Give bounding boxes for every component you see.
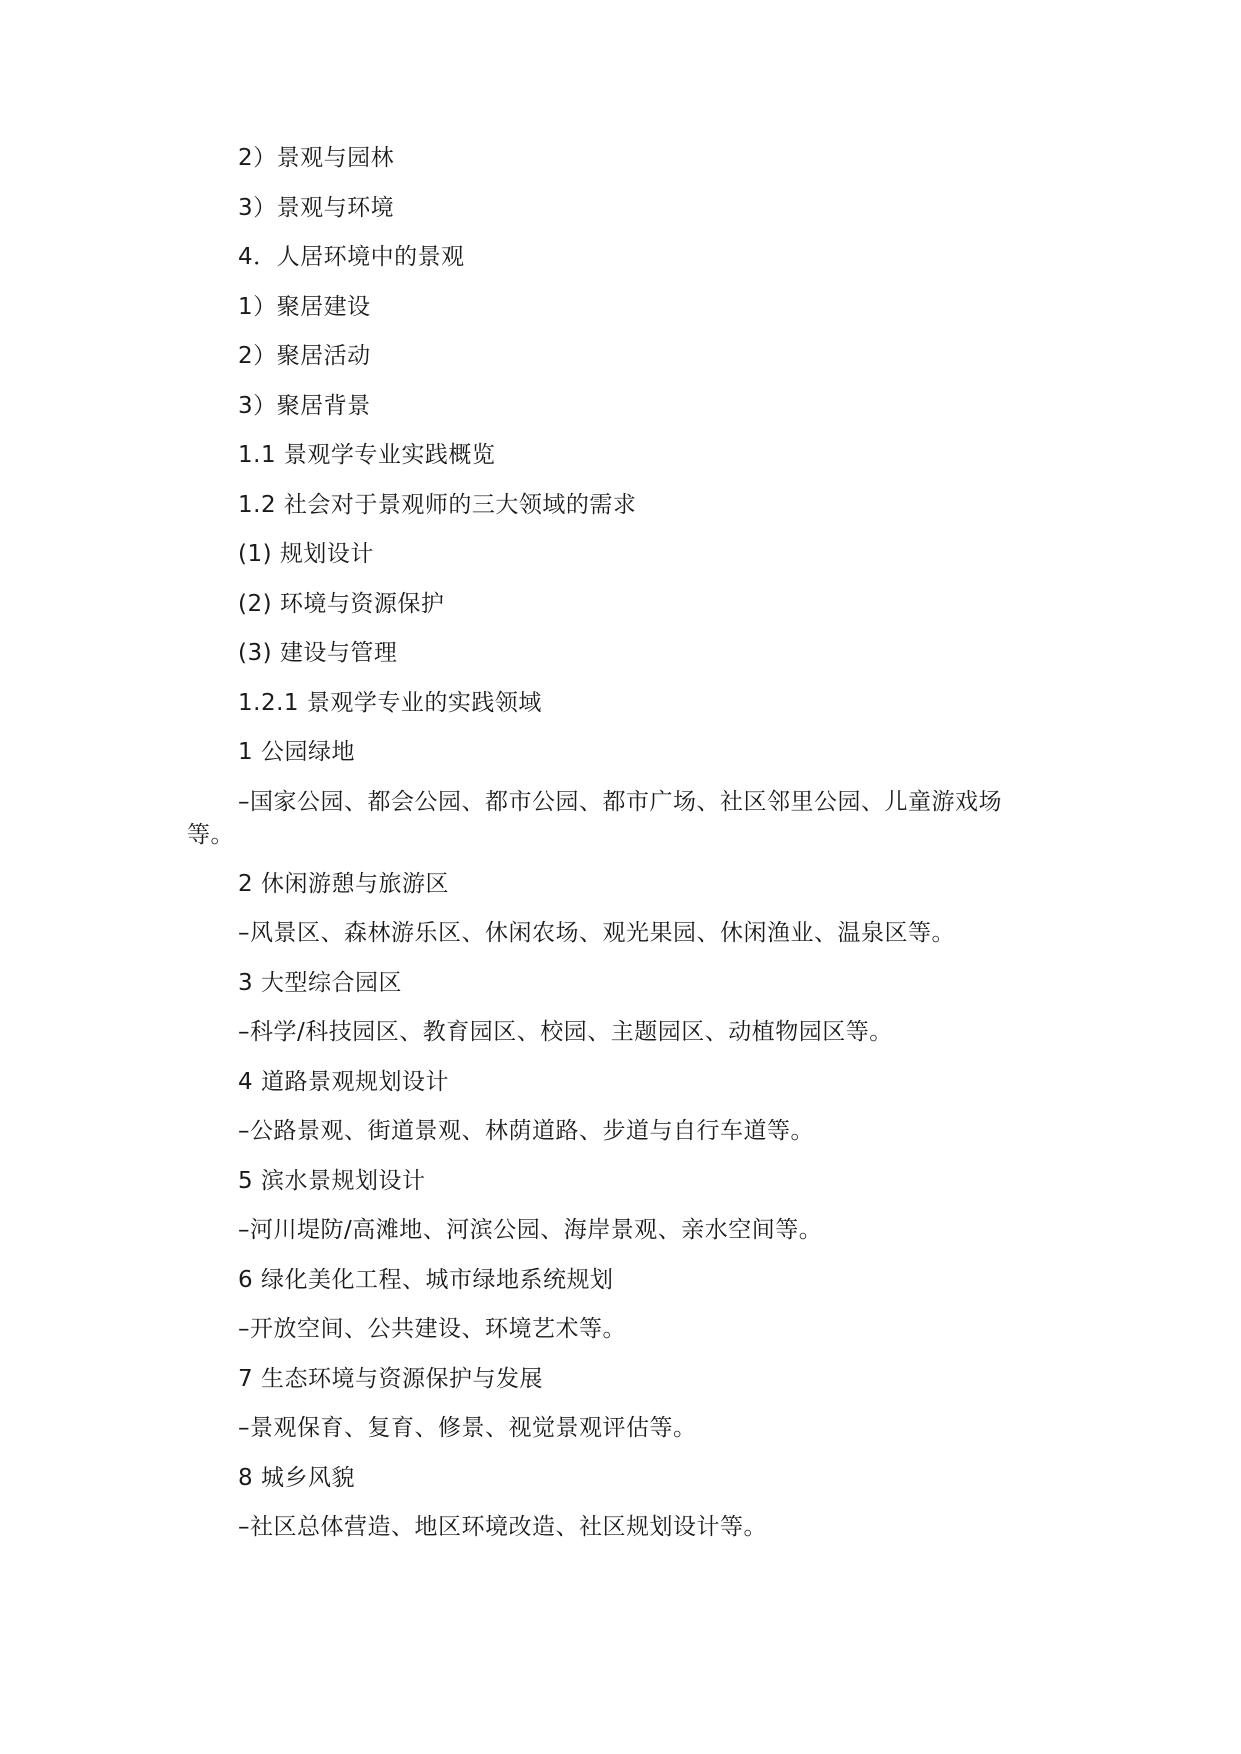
practice-field-title: 1 公园绿地 xyxy=(238,739,355,765)
practice-field-detail: –公路景观、街道景观、林荫道路、步道与自行车道等。 xyxy=(238,1118,814,1144)
outline-item: (3) 建设与管理 xyxy=(238,640,398,666)
practice-field-title: 3 大型综合园区 xyxy=(238,969,402,996)
practice-field-title: 7 生态环境与资源保护与发展 xyxy=(238,1365,543,1392)
detail-text-continued: 等。 xyxy=(187,821,234,848)
detail-text: –国家公园、都会公园、都市公园、都市广场、社区邻里公园、儿童游戏场 xyxy=(238,788,1002,815)
practice-field-detail: –河川堤防/高滩地、河滨公园、海岸景观、亲水空间等。 xyxy=(238,1217,823,1243)
section-heading: 4．人居环境中的景观 xyxy=(238,244,465,270)
outline-item: (2) 环境与资源保护 xyxy=(238,590,445,617)
practice-field-detail: –风景区、森林游乐区、休闲农场、观光果园、休闲渔业、温泉区等。 xyxy=(238,920,955,946)
practice-field-title: 6 绿化美化工程、城市绿地系统规划 xyxy=(238,1266,614,1293)
practice-field-title: 4 道路景观规划设计 xyxy=(238,1068,449,1095)
practice-field-detail: –社区总体营造、地区环境改造、社区规划设计等。 xyxy=(238,1514,767,1540)
practice-field-title: 5 滨水景规划设计 xyxy=(238,1167,426,1194)
practice-field-detail: –开放空间、公共建设、环境艺术等。 xyxy=(238,1316,626,1342)
practice-field-detail: –科学/科技园区、教育园区、校园、主题园区、动植物园区等。 xyxy=(238,1019,893,1045)
document-body xyxy=(187,142,1067,1561)
outline-item: 3）聚居背景 xyxy=(238,392,371,419)
outline-item: 2）景观与园林 xyxy=(238,145,395,171)
section-heading: 1.1 景观学专业实践概览 xyxy=(238,442,496,468)
outline-item: (1) 规划设计 xyxy=(238,541,374,567)
practice-field-detail xyxy=(187,786,1067,852)
section-heading: 1.2 社会对于景观师的三大领域的需求 xyxy=(238,491,637,518)
practice-field-title: 8 城乡风貌 xyxy=(238,1464,355,1491)
outline-item: 3）景观与环境 xyxy=(238,194,395,221)
outline-item: 2）聚居活动 xyxy=(238,343,371,369)
section-heading: 1.2.1 景观学专业的实践领域 xyxy=(238,689,542,716)
practice-field-title: 2 休闲游憩与旅游区 xyxy=(238,870,449,897)
practice-field-detail: –景观保育、复育、修景、视觉景观评估等。 xyxy=(238,1415,697,1441)
outline-item: 1）聚居建设 xyxy=(238,293,371,320)
